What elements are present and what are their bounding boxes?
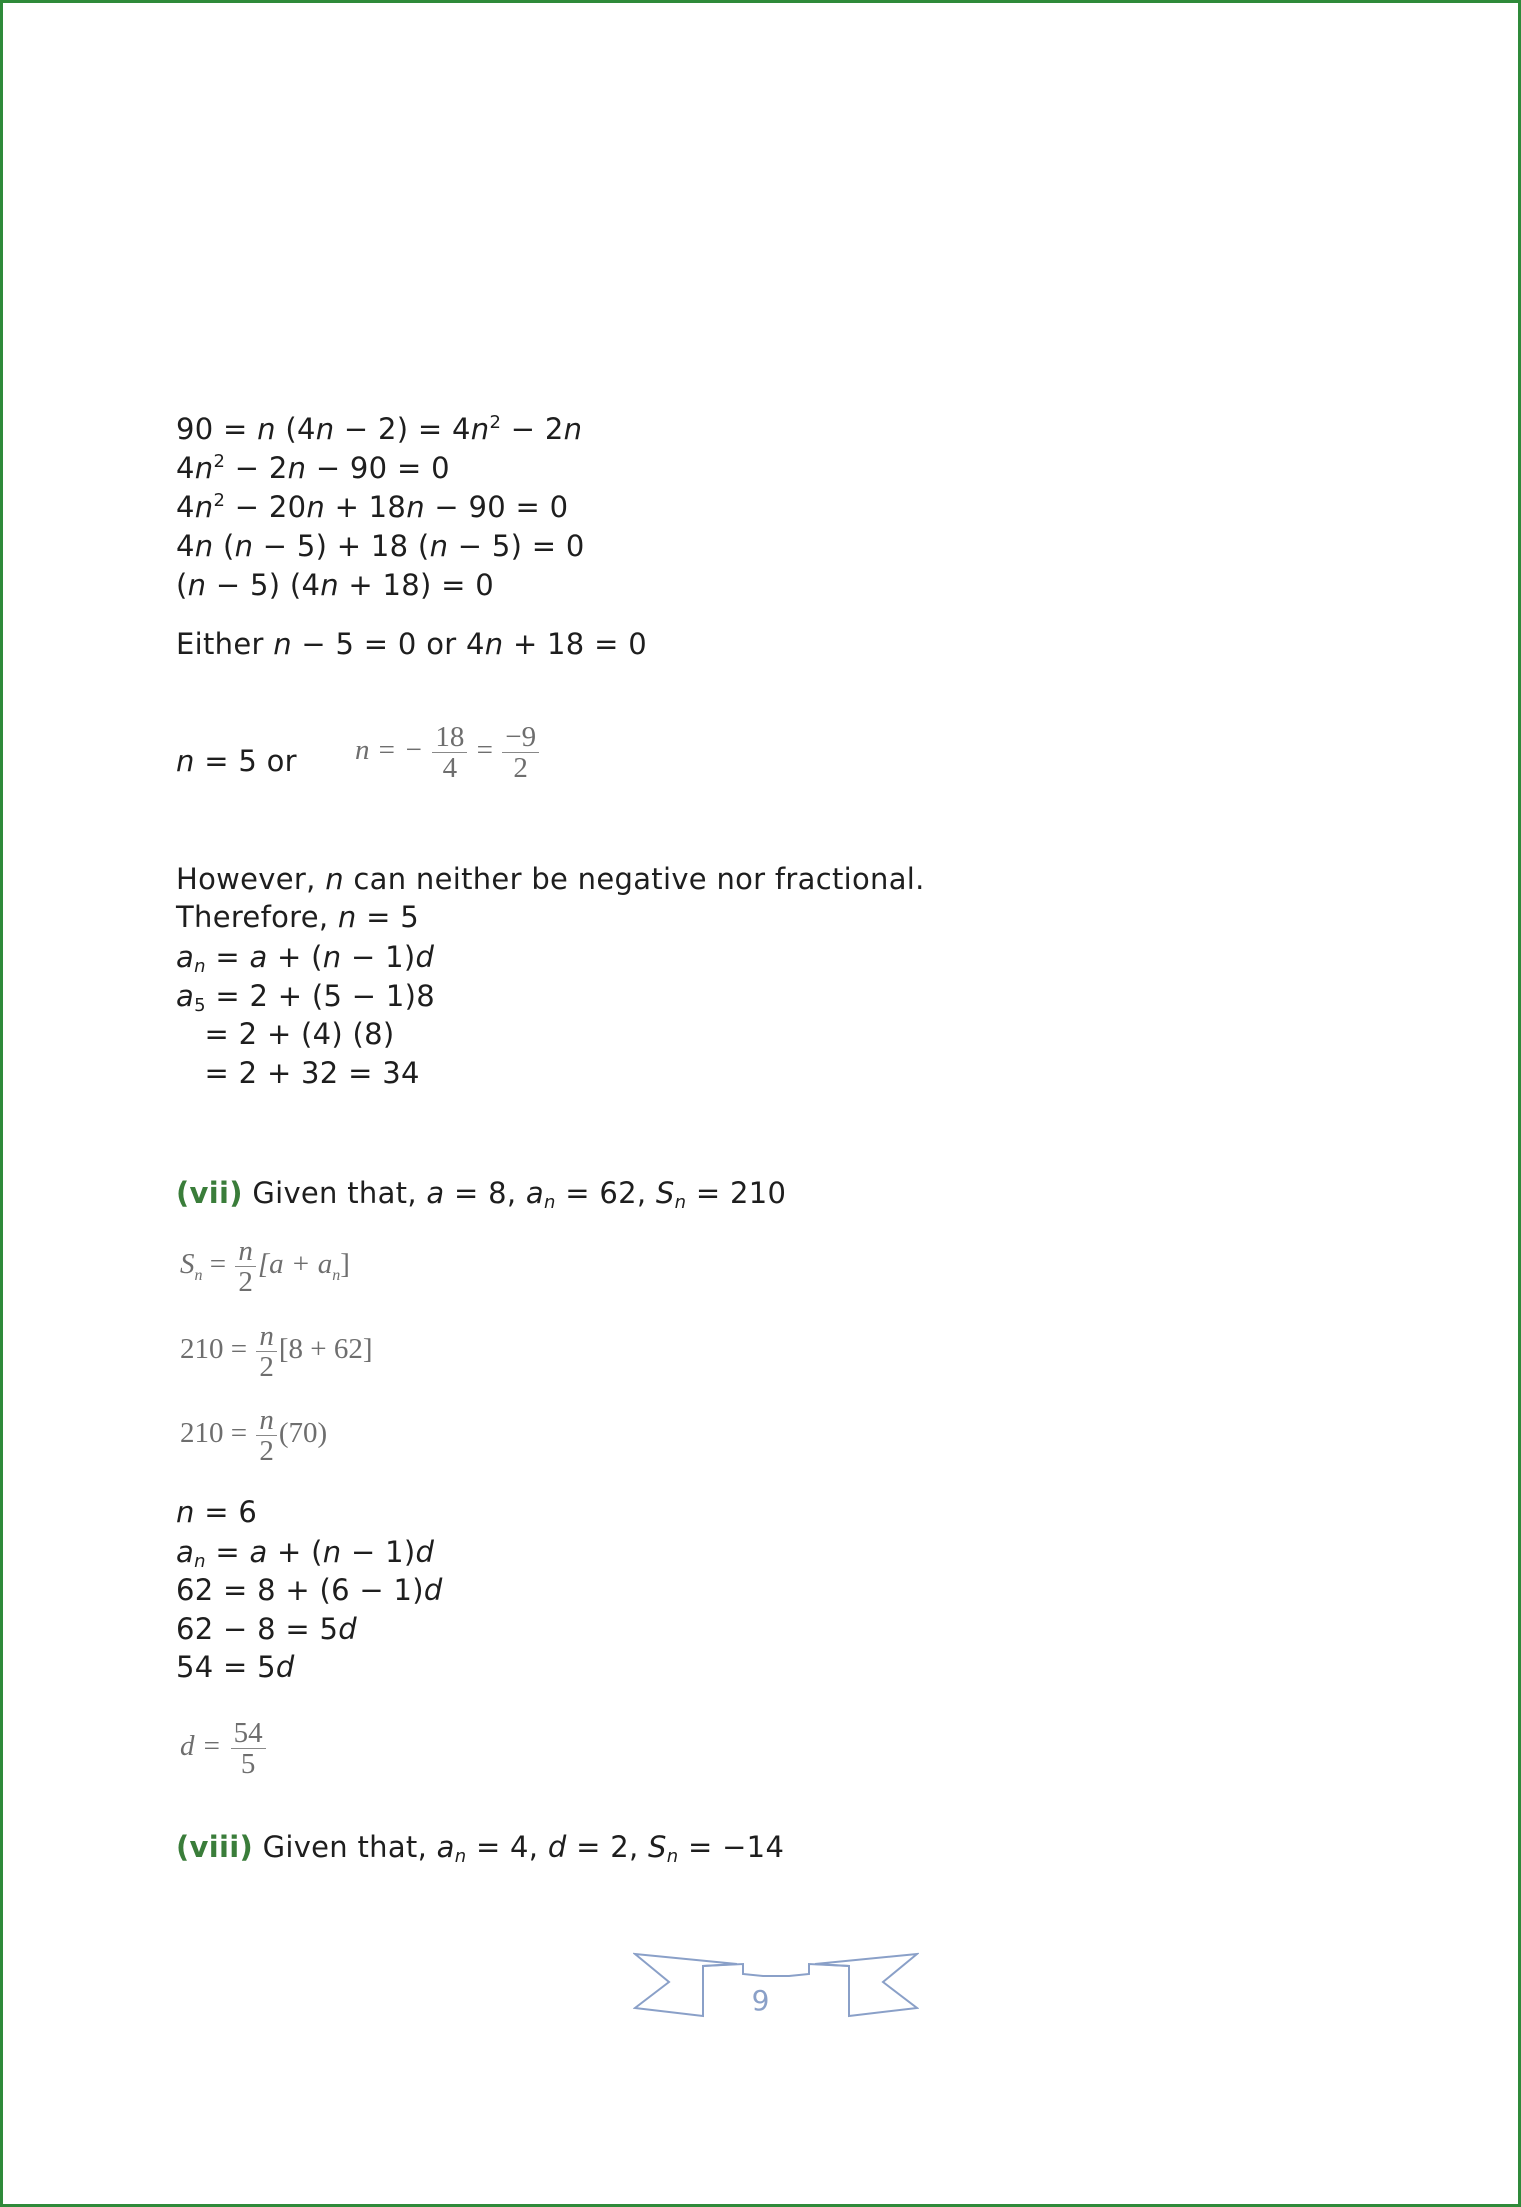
math-variable: n — [315, 412, 335, 446]
denominator: 2 — [513, 752, 528, 784]
text-run: + ( — [267, 1535, 323, 1569]
numerator: n — [235, 1236, 256, 1267]
math-variable: n — [563, 412, 583, 446]
math-variable: n — [234, 529, 254, 563]
equation-line — [176, 743, 297, 779]
text-run: 4 — [176, 529, 195, 563]
math-variable: n — [325, 862, 344, 896]
subscript: n — [674, 1192, 687, 1213]
part-label: (viii) — [176, 1830, 254, 1864]
math-variable: a — [426, 1176, 445, 1210]
math-variable: n — [322, 940, 342, 974]
math-variable: n — [306, 490, 326, 524]
math-variable: S — [648, 1830, 667, 1864]
numerator: n — [256, 1321, 277, 1352]
text-run: + 18) = 0 — [338, 568, 495, 602]
fraction — [432, 722, 467, 783]
math-variable: a — [249, 1535, 268, 1569]
eq-text: ] — [340, 1248, 350, 1281]
math-variable: d — [338, 1612, 357, 1646]
math-variable: S — [655, 1176, 675, 1210]
denominator: 2 — [238, 1266, 253, 1298]
math-variable: a — [525, 1176, 544, 1210]
text-run: Given that, — [253, 1830, 437, 1864]
text-run: 62 − 8 = 5 — [176, 1612, 339, 1646]
text-run: − 1) — [341, 1535, 416, 1569]
sum-formula — [180, 1236, 350, 1297]
subscript: n — [666, 1846, 679, 1867]
numerator: −9 — [502, 722, 539, 753]
text-run: = 2 + 32 = 34 — [176, 1056, 420, 1090]
eq-sub: n — [194, 1266, 203, 1284]
text-run: − 1) — [341, 940, 416, 974]
subscript: 5 — [194, 995, 206, 1016]
subscript: n — [543, 1192, 556, 1213]
superscript: 2 — [213, 451, 226, 472]
numerator: n — [256, 1405, 277, 1436]
text-run: = −14 — [678, 1830, 785, 1864]
text-run: = 6 — [194, 1495, 258, 1529]
text-run: + 18 = 0 — [503, 627, 647, 661]
text-run: can neither be negative nor fractional. — [343, 862, 925, 896]
math-variable: d — [415, 1535, 435, 1569]
eq-text: = — [476, 734, 493, 767]
text-run: 54 = 5 — [176, 1650, 276, 1684]
text-run: 4 — [176, 490, 195, 524]
math-variable: n — [322, 1535, 342, 1569]
eq-text: d = — [180, 1730, 222, 1763]
fraction — [502, 722, 539, 783]
text-run: = 8, — [444, 1176, 526, 1210]
text-run: − 20 — [225, 490, 307, 524]
equation-line — [176, 489, 568, 525]
text-run: (4 — [275, 412, 316, 446]
math-variable: n — [194, 529, 214, 563]
text-run: = 5 — [356, 900, 419, 934]
text-run: 62 = 8 + (6 − 1) — [176, 1573, 424, 1607]
math-variable: a — [176, 1535, 195, 1569]
text-run: 4 — [176, 451, 195, 485]
superscript: 2 — [489, 412, 502, 433]
subscript: n — [454, 1846, 467, 1867]
math-variable: d — [547, 1830, 567, 1864]
sum-simplified — [180, 1405, 327, 1466]
math-variable: n — [273, 627, 292, 661]
math-variable: n — [257, 412, 276, 446]
eq-text: 210 = — [180, 1333, 248, 1366]
text-run: + ( — [267, 940, 323, 974]
math-variable: a — [249, 940, 268, 974]
denominator: 5 — [240, 1748, 256, 1780]
denominator: 2 — [259, 1351, 274, 1383]
equation-line — [176, 939, 434, 975]
equation-line — [176, 567, 494, 603]
fraction — [231, 1718, 266, 1779]
math-variable: n — [194, 490, 214, 524]
text-run: Either — [176, 627, 274, 661]
math-variable: n — [470, 412, 490, 446]
subscript: n — [194, 1551, 206, 1572]
math-variable: n — [187, 568, 207, 602]
math-variable: n — [406, 490, 425, 524]
text-run: = 5 or — [194, 744, 297, 778]
math-variable: d — [275, 1650, 295, 1684]
text-run: − 5) = 0 — [448, 529, 585, 563]
math-variable: n — [176, 744, 195, 778]
equation-line — [176, 1494, 257, 1530]
fraction — [256, 1321, 277, 1382]
equation-line — [176, 1055, 420, 1091]
math-variable: n — [484, 627, 504, 661]
fraction — [235, 1236, 256, 1297]
subscript: n — [194, 956, 206, 977]
equation-line — [176, 626, 647, 662]
text-run: − 2 — [225, 451, 288, 485]
denominator: 2 — [259, 1435, 274, 1467]
text-run: ( — [213, 529, 235, 563]
text-run: − 5) (4 — [206, 568, 321, 602]
superscript: 2 — [213, 490, 226, 511]
equation-line — [176, 411, 582, 447]
part-label: (vii) — [176, 1176, 243, 1210]
d-fraction — [180, 1718, 268, 1779]
text-run: = 2, — [566, 1830, 649, 1864]
math-variable: n — [176, 1495, 195, 1529]
part-heading — [176, 1175, 786, 1211]
math-variable: n — [320, 568, 339, 602]
text-run: = — [205, 940, 250, 974]
eq-sub: n — [332, 1266, 341, 1284]
math-variable: n — [429, 529, 449, 563]
fraction — [256, 1405, 277, 1466]
eq-text: S — [180, 1248, 195, 1281]
text-line — [176, 861, 925, 897]
equation-line — [176, 528, 585, 564]
text-run: = 2 + (5 − 1)8 — [205, 979, 435, 1013]
eq-text: (70) — [278, 1417, 328, 1450]
math-variable: a — [176, 940, 195, 974]
text-run: − 5) + 18 ( — [253, 529, 430, 563]
text-run: − 2 — [501, 412, 564, 446]
numerator: 54 — [231, 1718, 266, 1749]
part-heading — [176, 1829, 784, 1865]
math-variable: a — [176, 979, 195, 1013]
equation-line — [176, 450, 450, 486]
text-run: 90 = — [176, 412, 258, 446]
text-run: = — [205, 1535, 250, 1569]
numerator: 18 — [432, 722, 467, 753]
text-run: − 90 = 0 — [424, 490, 569, 524]
text-run: Therefore, — [176, 900, 338, 934]
equation-line — [176, 1611, 357, 1647]
eq-text: = — [202, 1248, 227, 1281]
math-variable: n — [337, 900, 357, 934]
text-run: = 62, — [555, 1176, 656, 1210]
text-run: + 18 — [325, 490, 407, 524]
text-run: = 210 — [686, 1176, 787, 1210]
eq-text: 210 = — [180, 1417, 248, 1450]
math-variable: n — [287, 451, 307, 485]
sum-substitution — [180, 1321, 373, 1382]
equation-line — [176, 978, 435, 1014]
text-run: − 5 = 0 or 4 — [291, 627, 485, 661]
text-run: − 90 = 0 — [306, 451, 450, 485]
text-run: ( — [176, 568, 188, 602]
text-line — [176, 899, 419, 935]
math-variable: d — [423, 1573, 443, 1607]
eq-text: n = − — [355, 734, 424, 767]
text-run: However, — [176, 862, 326, 896]
text-run: Given that, — [242, 1176, 427, 1210]
math-variable: d — [415, 940, 435, 974]
text-run: = 2 + (4) (8) — [176, 1017, 395, 1051]
equation-line — [176, 1534, 434, 1570]
eq-text: [a + a — [257, 1248, 333, 1281]
equation-line — [176, 1572, 443, 1608]
denominator: 4 — [442, 752, 458, 784]
math-variable: a — [436, 1830, 455, 1864]
eq-text: [8 + 62] — [278, 1333, 373, 1366]
fraction-equation-n — [355, 722, 541, 783]
equation-line — [176, 1016, 395, 1052]
page-number: 9 — [751, 1984, 770, 2017]
text-run: = 4, — [466, 1830, 548, 1864]
text-run: − 2) = 4 — [334, 412, 471, 446]
math-variable: n — [194, 451, 214, 485]
equation-line — [176, 1649, 295, 1685]
